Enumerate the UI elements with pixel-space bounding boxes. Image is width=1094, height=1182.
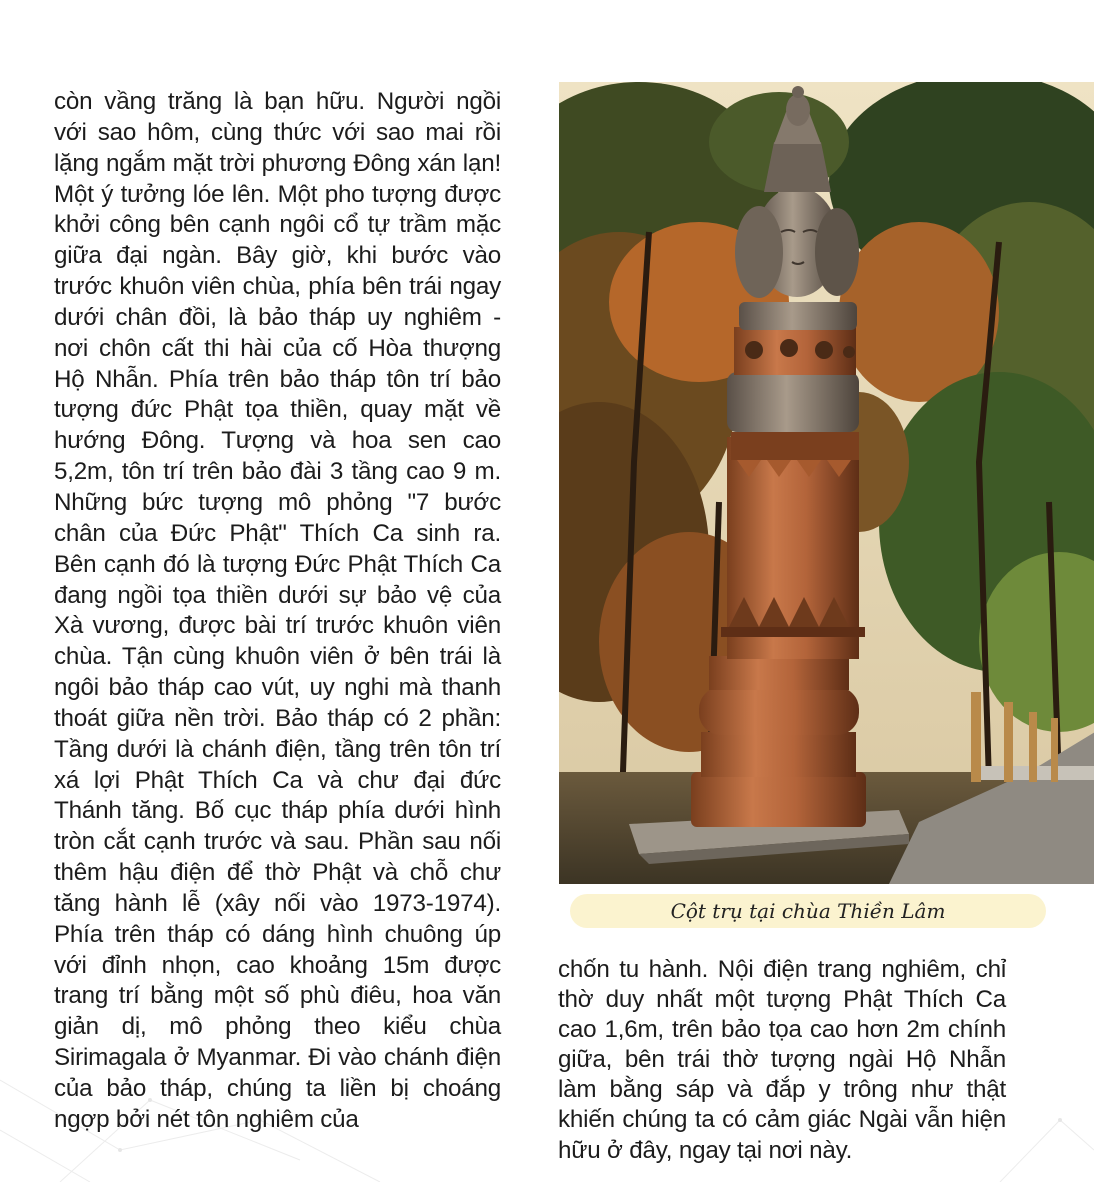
photo-caption-text: Cột trụ tại chùa Thiền Lâm <box>670 899 946 923</box>
photo-caption <box>570 894 1046 928</box>
pillar-illustration <box>559 82 1094 884</box>
pillar-photo <box>559 82 1094 884</box>
article-right-column: chốn tu hành. Nội điện trang nghiêm, chỉ thờ duy nhất một tượng Phật Thích Ca cao 1,6m, trên bảo tọa cao hơn 2m chính giữa, bên trái thờ tượng ngài Hộ Nhẫn làm bằng sáp và đắp y trông như thật khiến chúng ta có cảm giác Ngài vẫn hiện hữu ở đây, ngay tại nơi này. <box>558 956 1006 1164</box>
article-left-column: còn vầng trăng là bạn hữu. Người ngồi với sao hôm, cùng thức với sao mai rồi lặng ngắm mặt trời phương Đông xán lạn! Một ý tưởng lóe lên. Một pho tượng được khởi công bên cạnh ngôi cổ tự trầm mặc giữa đại ngàn. Bây giờ, khi bước vào trước khuôn viên chùa, phía bên trái ngay dưới chân đồi, là bảo tháp uy nghiêm - nơi chôn cất thi hài của cố Hòa thượng Hộ Nhẫn. Phía trên bảo tháp tôn trí bảo tượng đức Phật tọa thiền, quay mặt về hướng Đông. Tượng và hoa sen cao 5,2m, tôn trí trên bảo đài 3 tầng cao 9 m. Những bức tượng mô phỏng "7 bước chân của Đức Phật" Thích Ca sinh ra. Bên cạnh đó là tượng Đức Phật Thích Ca đang ngồi tọa thiền dưới sự bảo vệ của Xà vương, được bài trí trước khuôn viên chùa. Tận cùng khuôn viên ở bên trái là ngôi bảo tháp cao vút, uy nghi mà thanh thoát giữa nền trời. Bảo tháp có 2 phần: Tầng dưới là chánh điện, tầng trên tôn trí xá lợi Phật Thích Ca và chư đại đức Thánh tăng. Bố cục tháp phía dưới hình tròn cắt cạnh trước và sau. Phần sau nối thêm hậu điện để thờ Phật và chỗ chư tăng hành lễ (xây nối vào 1973-1974). Phía trên tháp có dáng hình chuông úp với đỉnh nhọn, cao khoảng 15m được trang trí bằng một số phù điêu, hoa văn giản dị, mô phỏng theo kiểu chùa Sirimagala ở Myanmar. Đi vào chánh điện của bảo tháp, chúng ta liền bị choáng ngợp bởi nét tôn nghiêm của <box>54 88 501 1133</box>
